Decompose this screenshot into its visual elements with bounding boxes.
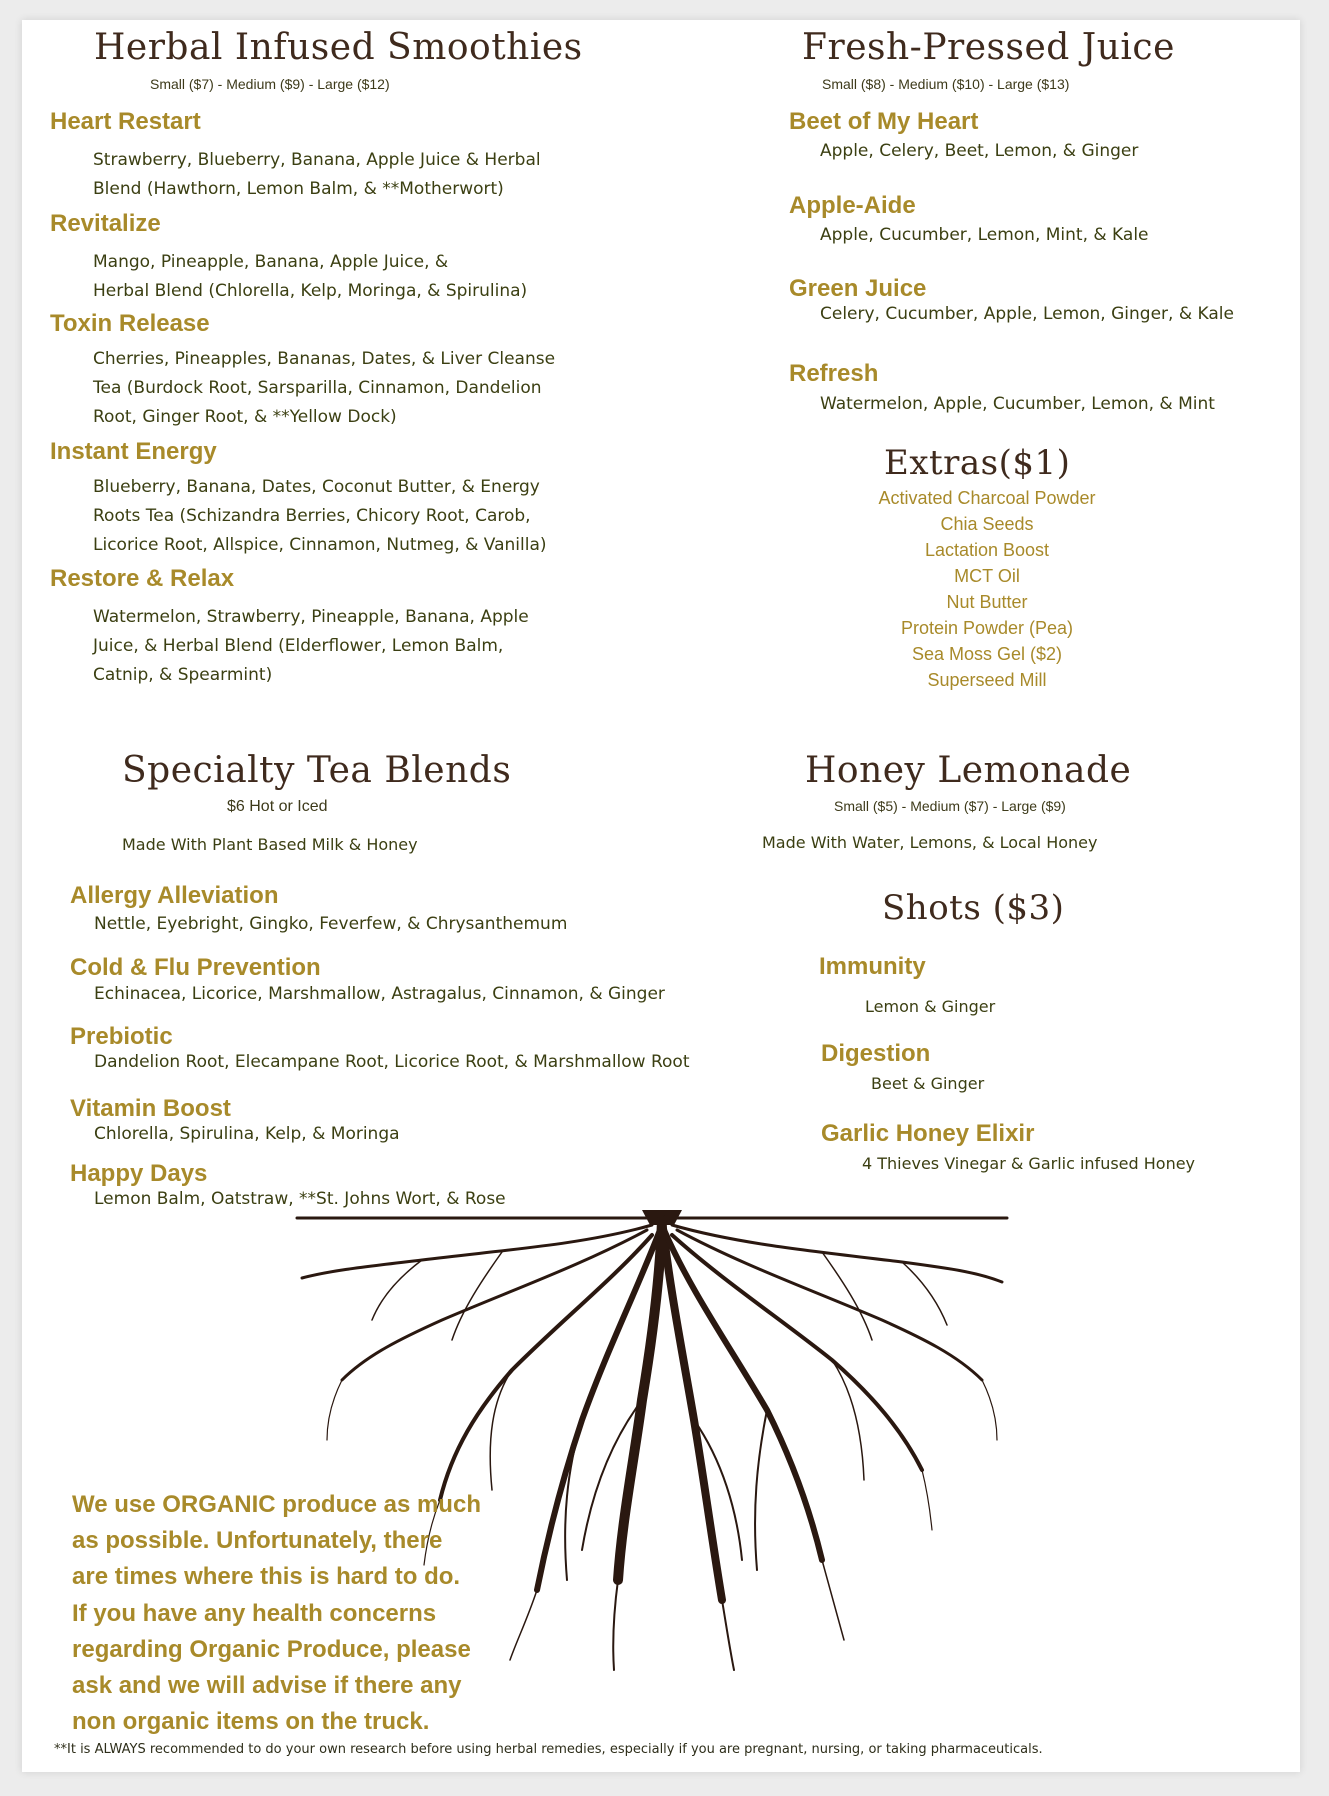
smoothie-desc-instant-energy: Blueberry, Banana, Dates, Coconut Butter, & Energy Roots Tea (Schizandra Berries, Chicory Root, Carob, Licorice Root, Allspice, Cinnamon, Nutmeg, & Vanilla) (93, 477, 547, 555)
smoothie-title-restore-relax: Restore & Relax (50, 565, 235, 592)
shot-desc-immunity: Lemon & Ginger (865, 997, 996, 1016)
extras-heading: Extras($1) (884, 443, 1071, 483)
disclaimer-footnote: **It is ALWAYS recommended to do your own research before using herbal remedies, especially if you are pregnant, nursing, or taking pharmaceuticals. (54, 1742, 1043, 1757)
tea-heading: Specialty Tea Blends (122, 750, 512, 791)
smoothie-title-revitalize: Revitalize (50, 210, 161, 237)
lemonade-heading: Honey Lemonade (805, 750, 1132, 791)
tea-title-allergy-alleviation: Allergy Alleviation (70, 882, 279, 909)
shot-title-garlic-honey-elixir: Garlic Honey Elixir (821, 1120, 1035, 1147)
shot-title-immunity: Immunity (819, 953, 926, 980)
extras-item: Sea Moss Gel ($2) (911, 644, 1063, 664)
tea-title-prebiotic: Prebiotic (70, 1023, 173, 1050)
smoothies-prices: Small ($7) - Medium ($9) - Large ($12) (150, 76, 390, 92)
extras-item: Chia Seeds (940, 514, 1034, 534)
smoothie-title-heart-restart: Heart Restart (50, 108, 201, 135)
tea-desc-prebiotic: Dandelion Root, Elecampane Root, Licorice Root, & Marshmallow Root (94, 1052, 690, 1072)
juice-desc-beet-of-my-heart: Apple, Celery, Beet, Lemon, & Ginger (820, 141, 1139, 161)
organic-note: We use ORGANIC produce as much as possible. Unfortunately, there are times where this is hard to do. If you have any health concerns regarding Organic Produce, please ask and we will advise if there any non organic items on the truck. (72, 1491, 481, 1736)
tea-desc-vitamin-boost: Chlorella, Spirulina, Kelp, & Moringa (94, 1124, 400, 1144)
tea-price: $6 Hot or Iced (227, 798, 328, 815)
juice-title-refresh: Refresh (789, 360, 879, 387)
juice-title-green-juice: Green Juice (789, 275, 927, 302)
tea-title-vitamin-boost: Vitamin Boost (70, 1095, 231, 1122)
juice-desc-refresh: Watermelon, Apple, Cucumber, Lemon, & Mint (820, 394, 1215, 414)
tea-title-cold-flu: Cold & Flu Prevention (70, 954, 321, 981)
smoothie-desc-revitalize: Mango, Pineapple, Banana, Apple Juice, & Herbal Blend (Chlorella, Kelp, Moringa, & Spirulina) (93, 252, 528, 301)
shots-heading: Shots ($3) (882, 888, 1065, 928)
extras-item: Superseed Mill (927, 670, 1047, 690)
juice-desc-green-juice: Celery, Cucumber, Apple, Lemon, Ginger, & Kale (820, 304, 1234, 324)
juice-title-apple-aide: Apple-Aide (789, 192, 916, 219)
juice-prices: Small ($8) - Medium ($10) - Large ($13) (822, 76, 1070, 92)
extras-item: Protein Powder (Pea) (900, 618, 1074, 638)
smoothie-desc-heart-restart: Strawberry, Blueberry, Banana, Apple Juice & Herbal Blend (Hawthorn, Lemon Balm, & **Motherwort) (93, 150, 541, 199)
tea-subtitle: Made With Plant Based Milk & Honey (122, 835, 418, 854)
juice-title-beet-of-my-heart: Beet of My Heart (789, 108, 979, 135)
lemonade-prices: Small ($5) - Medium ($7) - Large ($9) (834, 798, 1066, 814)
smoothie-title-toxin-release: Toxin Release (50, 310, 210, 337)
shot-desc-garlic-honey-elixir: 4 Thieves Vinegar & Garlic infused Honey (862, 1154, 1196, 1173)
tea-title-happy-days: Happy Days (70, 1160, 208, 1187)
extras-item: Nut Butter (946, 592, 1028, 612)
shot-desc-digestion: Beet & Ginger (871, 1074, 985, 1093)
juice-heading: Fresh-Pressed Juice (802, 27, 1175, 68)
extras-item: Lactation Boost (924, 540, 1050, 560)
extras-item: Activated Charcoal Powder (878, 488, 1096, 508)
smoothie-title-instant-energy: Instant Energy (50, 438, 217, 465)
juice-desc-apple-aide: Apple, Cucumber, Lemon, Mint, & Kale (820, 225, 1149, 245)
tea-desc-cold-flu: Echinacea, Licorice, Marshmallow, Astragalus, Cinnamon, & Ginger (94, 984, 665, 1004)
smoothies-heading: Herbal Infused Smoothies (94, 27, 583, 68)
tea-desc-happy-days: Lemon Balm, Oatstraw, **St. Johns Wort, & Rose (94, 1189, 506, 1209)
lemonade-subtitle: Made With Water, Lemons, & Local Honey (762, 833, 1098, 852)
smoothie-desc-restore-relax: Watermelon, Strawberry, Pineapple, Banana, Apple Juice, & Herbal Blend (Elderflower, Lemon Balm, Catnip, & Spearmint) (93, 607, 529, 685)
shot-title-digestion: Digestion (821, 1040, 931, 1067)
extras-item: MCT Oil (954, 566, 1020, 586)
menu-page (22, 20, 1300, 1772)
smoothie-desc-toxin-release: Cherries, Pineapples, Bananas, Dates, & Liver Cleanse Tea (Burdock Root, Sarsparilla, Cinnamon, Dandelion Root, Ginger Root, & **Yellow Dock) (93, 349, 556, 427)
tea-desc-allergy-alleviation: Nettle, Eyebright, Gingko, Feverfew, & Chrysanthemum (94, 914, 568, 934)
